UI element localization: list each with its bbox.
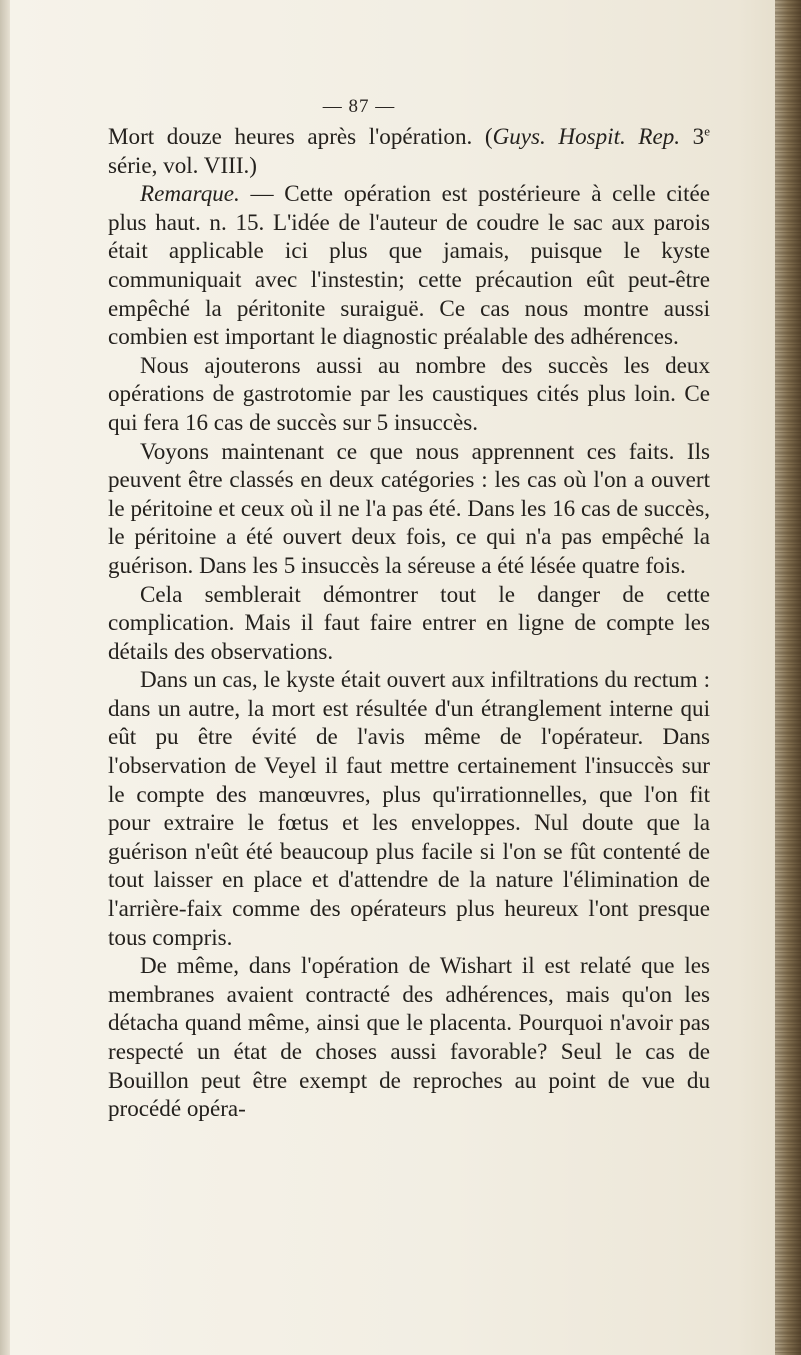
paragraph-wishart: De même, dans l'opération de Wishart il est relaté que les membranes avaient contracté des adhérences, mais qu'on les détacha quand même, ainsi que le placenta. Pourquoi n'avoir pas respecté un état de choses aussi favorable? Seul le cas de Bouillon peut être exempt de reproches au point de vue du procédé opéra-	[108, 952, 710, 1122]
paragraph-danger: Cela semblerait démontrer tout le danger de cette complication. Mais il faut faire entrer en ligne de compte les détails des observations.	[108, 580, 710, 664]
book-binding-edge	[775, 0, 801, 1355]
paragraph-remarque: Remarque. — Cette opération est postérieure à celle citée plus haut. n. 15. L'idée de l'auteur de coudre le sac aux parois était applicable ici plus que jamais, puisque le kyste communiquait avec l'instestin; cette précaution eût peut-être empêché la péritonite suraiguë. Ce cas nous montre aussi combien est important le diagnostic préalable des adhérences.	[108, 180, 710, 350]
paragraph-cases: Dans un cas, le kyste était ouvert aux infiltrations du rectum : dans un autre, la mort est résultée d'un étranglement interne qui eût pu être évité de l'avis même de l'opérateur. Dans l'observation de Veyel il faut mettre certainement l'insuccès sur le compte des manœuvres, plus qu'irrationnelles, que l'on fit pour extraire le fœtus et les enveloppes. Nul doute que la guérison n'eût été beaucoup plus facile si l'on se fût contenté de tout laisser en place et d'attendre de la nature l'élimination de l'arrière-faix comme des opérateurs plus heureux l'ont presque tous compris.	[108, 666, 710, 950]
series-superscript: e	[704, 123, 710, 139]
page-number: — 87 —	[322, 96, 396, 117]
remarque-label: Remarque.	[140, 180, 240, 207]
page-left-margin-shadow	[0, 0, 10, 1355]
paragraph-gastrotomie: Nous ajouterons aussi au nombre des succès les deux opérations de gastrotomie par les caustiques cités plus loin. Ce qui fera 16 cas de succès sur 5 insuccès.	[108, 351, 710, 435]
page-body	[108, 122, 710, 1123]
citation-journal: Guys. Hospit. Rep.	[492, 123, 681, 149]
paragraph-death-note: Mort douze heures après l'opération. (Guys. Hospit. Rep. 3e série, vol. VIII.)	[108, 123, 710, 178]
paragraph-categories: Voyons maintenant ce que nous apprennent ces faits. Ils peuvent être classés en deux catégories : les cas où l'on a ouvert le péritoine et ceux où il ne l'a pas été. Dans les 16 cas de succès, le péritoine a été ouvert deux fois, ce qui n'a pas empêché la guérison. Dans les 5 insuccès la séreuse a été lésée quatre fois.	[108, 437, 710, 578]
